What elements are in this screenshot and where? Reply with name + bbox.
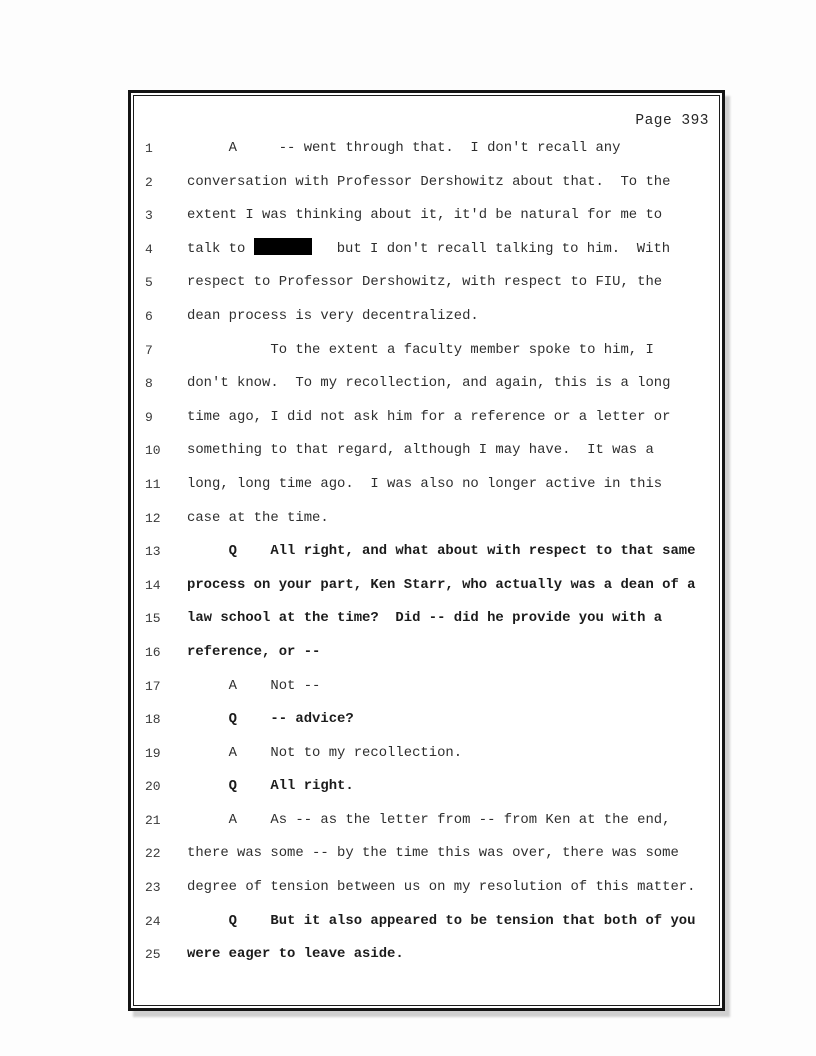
line-text: Q All right. <box>187 778 354 795</box>
transcript-line <box>145 737 719 771</box>
transcript-line <box>145 535 719 569</box>
transcript-sheet <box>128 90 725 1011</box>
line-number: 4 <box>145 241 153 257</box>
line-number: 14 <box>145 577 161 593</box>
line-text: degree of tension between us on my resolution of this matter. <box>187 879 696 896</box>
line-text: conversation with Professor Dershowitz about that. To the <box>187 173 671 190</box>
line-text: A Not -- <box>187 677 321 694</box>
line-text: process on your part, Ken Starr, who actually was a dean of a <box>187 576 696 593</box>
line-number: 1 <box>145 141 153 156</box>
line-number: 20 <box>145 779 161 795</box>
line-number: 11 <box>145 476 161 492</box>
line-number: 6 <box>145 308 153 324</box>
line-text: A Not to my recollection. <box>187 744 463 761</box>
line-text: Q All right, and what about with respect to that same <box>187 543 696 560</box>
line-text: dean process is very decentralized. <box>187 307 479 324</box>
redaction-box <box>254 238 312 255</box>
line-number: 3 <box>145 208 153 224</box>
transcript-line <box>145 703 719 737</box>
transcript-line <box>145 569 719 603</box>
transcript-line <box>145 770 719 804</box>
transcript-line <box>145 300 719 334</box>
inner-rule <box>133 95 720 1006</box>
line-text: A -- went through that. I don't recall any <box>187 140 621 156</box>
transcript-line <box>145 166 719 200</box>
line-number: 5 <box>145 275 153 291</box>
line-number: 13 <box>145 544 161 560</box>
line-number: 19 <box>145 745 161 761</box>
transcript-line <box>145 434 719 468</box>
line-number: 2 <box>145 174 153 190</box>
transcript-line <box>145 502 719 536</box>
line-text: were eager to leave aside. <box>187 946 404 963</box>
transcript-line <box>145 468 719 502</box>
line-number: 8 <box>145 376 153 392</box>
transcript-line <box>145 938 719 972</box>
line-number: 21 <box>145 812 161 828</box>
page-number-label: Page 393 <box>635 113 709 129</box>
transcript-line <box>145 636 719 670</box>
transcript-line <box>145 837 719 871</box>
transcript-line <box>145 401 719 435</box>
line-text: don't know. To my recollection, and again, this is a long <box>187 375 671 392</box>
transcript-line <box>145 905 719 939</box>
transcript-line <box>145 804 719 838</box>
line-number: 10 <box>145 443 161 459</box>
line-number: 7 <box>145 342 153 358</box>
line-number: 9 <box>145 409 153 425</box>
border-gap <box>131 93 722 1008</box>
line-number: 12 <box>145 510 161 526</box>
line-text: A As -- as the letter from -- from Ken at the end, <box>187 811 671 828</box>
line-text: Q But it also appeared to be tension that both of you <box>187 912 696 929</box>
transcript-line <box>145 670 719 704</box>
line-number: 25 <box>145 947 161 963</box>
line-text: time ago, I did not ask him for a reference or a letter or <box>187 408 671 425</box>
line-text: Q -- advice? <box>187 711 354 728</box>
line-text: respect to Professor Dershowitz, with respect to FIU, the <box>187 274 663 291</box>
line-text: reference, or -- <box>187 643 321 660</box>
line-number: 16 <box>145 644 161 660</box>
transcript-line <box>145 334 719 368</box>
line-text: there was some -- by the time this was over, there was some <box>187 845 679 862</box>
line-number: 23 <box>145 880 161 896</box>
transcript-line <box>145 602 719 636</box>
line-text: extent I was thinking about it, it'd be natural for me to <box>187 207 663 224</box>
transcript-line <box>145 233 719 267</box>
line-text: long, long time ago. I was also no longer active in this <box>187 475 663 492</box>
line-number: 17 <box>145 678 161 694</box>
transcript-lines <box>134 132 719 972</box>
line-number: 15 <box>145 611 161 627</box>
transcript-line <box>145 871 719 905</box>
transcript-line <box>145 266 719 300</box>
line-number: 24 <box>145 913 161 929</box>
transcript-line <box>145 367 719 401</box>
transcript-line <box>145 132 719 166</box>
line-text: law school at the time? Did -- did he provide you with a <box>187 610 663 627</box>
line-text: something to that regard, although I may have. It was a <box>187 442 654 459</box>
line-number: 18 <box>145 712 161 728</box>
line-text: case at the time. <box>187 509 329 526</box>
line-text: To the extent a faculty member spoke to him, I <box>187 341 654 358</box>
line-number: 22 <box>145 846 161 862</box>
transcript-line <box>145 199 719 233</box>
line-text: talk to but I don't recall talking to him. With <box>187 233 670 267</box>
